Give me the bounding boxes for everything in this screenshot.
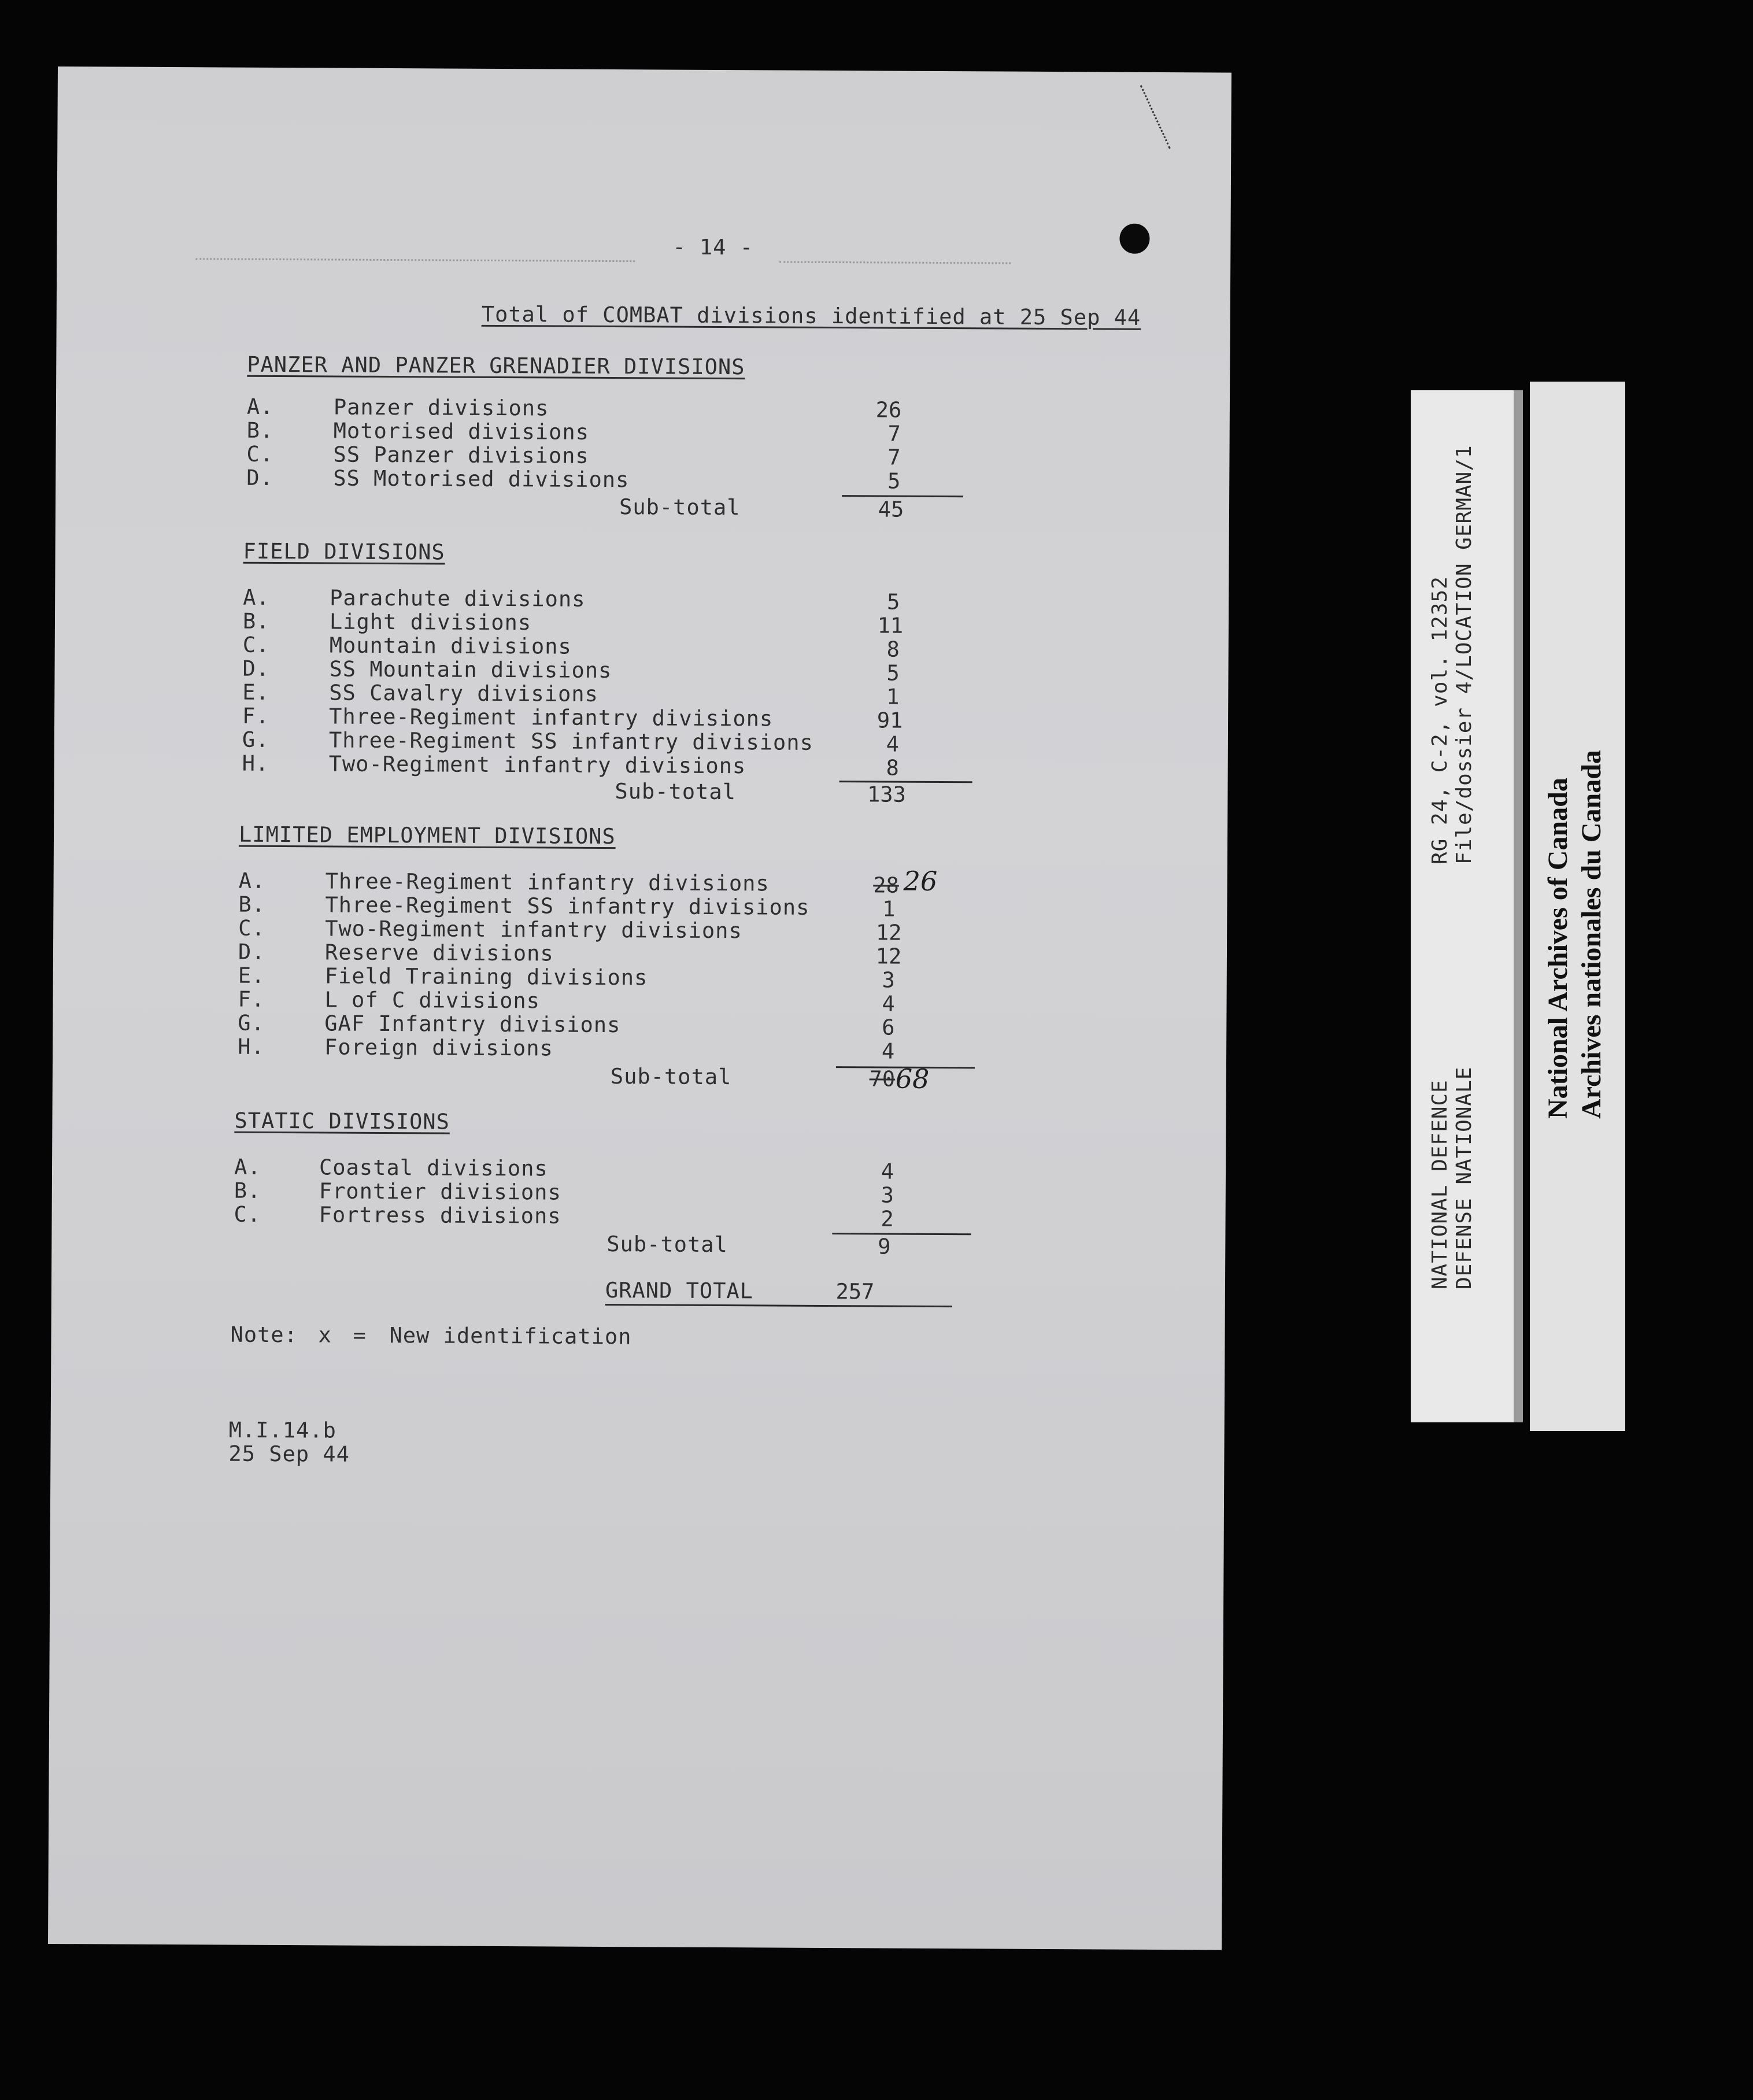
subtotal-value: 133 bbox=[867, 782, 906, 807]
section-heading: STATIC DIVISIONS bbox=[234, 1108, 450, 1134]
grand-total-value: 257 bbox=[835, 1279, 875, 1304]
reference-line: M.I.14.b bbox=[228, 1417, 336, 1443]
row-label: Light divisions bbox=[329, 609, 532, 635]
subtotal-value-struck: 70 bbox=[869, 1066, 896, 1092]
row-label: SS Motorised divisions bbox=[333, 465, 630, 493]
grand-total-rule bbox=[605, 1304, 952, 1307]
row-letter: A. bbox=[238, 868, 266, 893]
row-letter: A. bbox=[243, 585, 270, 610]
faint-rule bbox=[779, 261, 1011, 264]
row-letter: G. bbox=[242, 727, 269, 752]
subtotal-label: Sub-total bbox=[606, 1231, 728, 1258]
row-letter: F. bbox=[242, 703, 269, 729]
handwritten-subtotal-correction: 68 bbox=[895, 1063, 930, 1095]
row-label: Three-Regiment infantry divisions bbox=[329, 704, 774, 731]
row-label: Parachute divisions bbox=[330, 585, 586, 612]
row-letter: D. bbox=[238, 939, 265, 964]
row-label: Coastal divisions bbox=[319, 1155, 548, 1181]
row-letter: C. bbox=[246, 441, 274, 467]
document-page bbox=[48, 66, 1231, 1950]
row-label: Panzer divisions bbox=[333, 394, 549, 421]
punch-hole bbox=[1119, 224, 1149, 254]
page-number: - 14 - bbox=[672, 234, 754, 260]
row-letter: H. bbox=[238, 1034, 265, 1059]
row-letter: A. bbox=[246, 394, 274, 419]
row-label: GAF Infantry divisions bbox=[324, 1011, 621, 1038]
section-heading: PANZER AND PANZER GRENADIER DIVISIONS bbox=[247, 352, 745, 380]
section-heading: FIELD DIVISIONS bbox=[243, 538, 445, 565]
row-letter: B. bbox=[242, 608, 270, 634]
row-value: 8 bbox=[886, 637, 900, 662]
subtotal-label: Sub-total bbox=[619, 494, 741, 520]
label-shadow bbox=[1514, 390, 1523, 1422]
row-value: 4 bbox=[881, 1038, 895, 1064]
page-corner-mark bbox=[1108, 85, 1170, 163]
row-label: Foreign divisions bbox=[324, 1034, 553, 1061]
archive-reference: RG 24, C-2, vol. 12352 bbox=[1428, 576, 1452, 864]
row-label: Reserve divisions bbox=[324, 940, 554, 966]
row-value: 7 bbox=[887, 445, 901, 470]
row-letter: B. bbox=[234, 1178, 261, 1203]
section-heading: LIMITED EMPLOYMENT DIVISIONS bbox=[238, 822, 616, 849]
row-letter: H. bbox=[242, 750, 269, 776]
row-letter: G. bbox=[238, 1010, 265, 1036]
note-text: New identification bbox=[389, 1323, 632, 1350]
row-label: Two-Regiment infantry divisions bbox=[325, 916, 742, 944]
row-letter: D. bbox=[246, 465, 273, 490]
row-label: Three-Regiment SS infantry divisions bbox=[325, 892, 810, 920]
row-label: SS Cavalry divisions bbox=[329, 680, 598, 707]
row-value: 4 bbox=[882, 991, 895, 1016]
row-label: Motorised divisions bbox=[333, 418, 590, 445]
archive-file: File/dossier 4/LOCATION GERMAN/1 bbox=[1452, 445, 1476, 864]
row-letter: D. bbox=[242, 656, 270, 681]
archive-name-fr: Archives nationales du Canada bbox=[1576, 750, 1607, 1119]
row-label: Fortress divisions bbox=[319, 1202, 561, 1229]
row-letter: A. bbox=[234, 1154, 261, 1180]
row-label: SS Mountain divisions bbox=[329, 656, 612, 683]
row-value: 11 bbox=[877, 613, 904, 638]
reference-date: 25 Sep 44 bbox=[228, 1441, 350, 1467]
subtotal-value: 45 bbox=[878, 497, 904, 522]
row-value: 3 bbox=[882, 967, 895, 993]
handwritten-correction: 26 bbox=[903, 865, 938, 897]
row-letter: E. bbox=[238, 963, 265, 988]
row-value: 1 bbox=[882, 896, 896, 922]
row-letter: B. bbox=[246, 417, 274, 443]
note-label: Note: bbox=[230, 1322, 298, 1348]
row-value: 12 bbox=[875, 920, 902, 945]
row-value: 26 bbox=[875, 397, 902, 423]
row-letter: C. bbox=[242, 632, 270, 657]
row-value: 5 bbox=[886, 660, 900, 686]
row-letter: E. bbox=[242, 679, 270, 705]
row-label: Three-Regiment SS infantry divisions bbox=[328, 727, 813, 755]
archive-name-label bbox=[1530, 382, 1625, 1431]
row-letter: B. bbox=[238, 892, 266, 917]
row-value: 7 bbox=[887, 421, 901, 446]
row-letter: C. bbox=[238, 915, 265, 941]
dept-line: NATIONAL DEFENCE bbox=[1428, 1079, 1452, 1289]
row-value-struck: 28 bbox=[873, 872, 899, 898]
row-value: 4 bbox=[881, 1159, 894, 1184]
document-title: Total of COMBAT divisions identified at 25 Sep 44 bbox=[481, 301, 1141, 330]
row-label: L of C divisions bbox=[324, 987, 541, 1014]
subtotal-value: 9 bbox=[878, 1234, 891, 1259]
row-label: Three-Regiment infantry divisions bbox=[325, 868, 770, 896]
row-value: 3 bbox=[881, 1182, 894, 1208]
row-value: 6 bbox=[882, 1015, 895, 1040]
row-value: 8 bbox=[886, 755, 899, 781]
row-value: 91 bbox=[876, 708, 903, 733]
row-label: Frontier divisions bbox=[319, 1178, 561, 1205]
row-label: Mountain divisions bbox=[329, 633, 572, 659]
grand-total-label: GRAND TOTAL bbox=[605, 1277, 754, 1304]
row-value: 5 bbox=[886, 589, 900, 615]
subtotal-label: Sub-total bbox=[615, 779, 737, 805]
row-label: Field Training divisions bbox=[324, 963, 648, 990]
row-value: 1 bbox=[886, 684, 900, 709]
row-letter: F. bbox=[238, 986, 265, 1012]
archive-name-en: National Archives of Canada bbox=[1543, 778, 1573, 1119]
row-label: Two-Regiment infantry divisions bbox=[328, 751, 746, 779]
note-symbol: x bbox=[318, 1322, 332, 1348]
row-value: 12 bbox=[875, 944, 902, 969]
row-value: 5 bbox=[887, 468, 901, 494]
row-letter: C. bbox=[234, 1201, 261, 1227]
row-value: 4 bbox=[886, 731, 900, 757]
row-value: 2 bbox=[881, 1206, 894, 1232]
dept-line: DEFENSE NATIONALE bbox=[1452, 1066, 1476, 1289]
subtotal-label: Sub-total bbox=[610, 1064, 732, 1090]
faint-rule bbox=[195, 258, 635, 262]
note-equals: = bbox=[353, 1322, 367, 1348]
row-label: SS Panzer divisions bbox=[333, 442, 589, 468]
archive-reference-label bbox=[1411, 390, 1521, 1422]
